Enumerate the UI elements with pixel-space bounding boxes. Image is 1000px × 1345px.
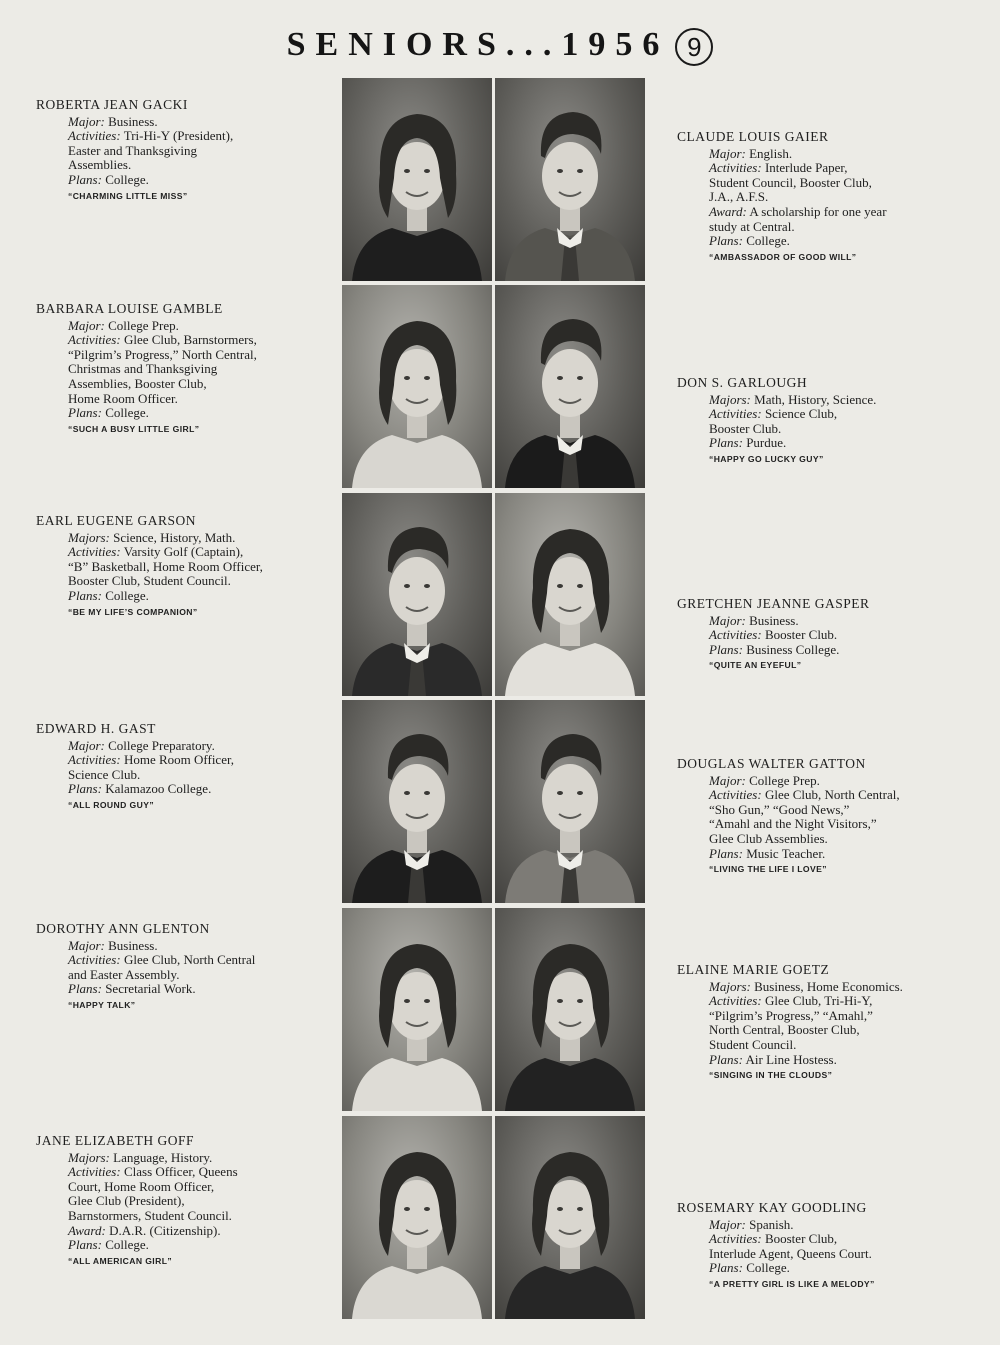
detail-text: Home Room Officer.: [68, 390, 178, 406]
detail-text: College.: [101, 1237, 149, 1253]
senior-name: JANE ELIZABETH GOFF: [36, 1133, 194, 1148]
detail-text: Christmas and Thanksgiving: [68, 361, 218, 377]
detail-line: [677, 422, 977, 437]
detail-label: Activities:: [68, 752, 121, 768]
detail-text: Math, History, Science.: [750, 391, 877, 407]
detail-line: [677, 628, 977, 643]
detail-line: [36, 560, 336, 575]
detail-line: [36, 1165, 336, 1180]
detail-label: Major:: [709, 145, 746, 161]
senior-name: EARL EUGENE GARSON: [36, 513, 196, 528]
detail-label: Plans:: [709, 1051, 743, 1067]
detail-line: [677, 817, 977, 832]
detail-line: [677, 1218, 977, 1233]
senior-entry: [36, 922, 336, 1011]
detail-line: [677, 234, 977, 249]
detail-line: [36, 531, 336, 546]
senior-entry: [36, 1134, 336, 1267]
detail-line: [36, 319, 336, 334]
detail-line: [677, 803, 977, 818]
detail-label: Plans:: [709, 845, 743, 861]
detail-text: Business.: [104, 113, 158, 129]
senior-quote: “SINGING IN THE CLOUDS”: [709, 1070, 833, 1081]
detail-text: Booster Club, Student Council.: [68, 573, 231, 589]
detail-line: [36, 348, 336, 363]
detail-text: Glee Club, Tri-Hi-Y,: [761, 993, 873, 1009]
detail-line: [36, 392, 336, 407]
detail-label: Plans:: [709, 233, 743, 249]
detail-label: Major:: [68, 113, 105, 129]
senior-name: GRETCHEN JEANNE GASPER: [677, 596, 870, 611]
title-text: SENIORS...1956: [286, 26, 670, 63]
senior-entry: [36, 722, 336, 811]
detail-text: North Central, Booster Club,: [709, 1022, 860, 1038]
detail-label: Activities:: [709, 993, 762, 1009]
detail-text: College Preparatory.: [104, 737, 215, 753]
detail-label: Major:: [68, 937, 105, 953]
detail-line: [36, 406, 336, 421]
senior-entry: [677, 376, 977, 465]
detail-label: Activities:: [709, 787, 762, 803]
detail-text: Glee Club, North Central: [120, 952, 256, 968]
senior-quote: “HAPPY GO LUCKY GUY”: [709, 453, 824, 464]
detail-label: Major:: [68, 317, 105, 333]
detail-line: [677, 980, 977, 995]
senior-name: EDWARD H. GAST: [36, 721, 156, 736]
detail-text: Booster Club,: [761, 1231, 838, 1247]
detail-text: College.: [101, 405, 149, 421]
detail-line: [677, 176, 977, 191]
detail-line: [677, 994, 977, 1009]
detail-text: study at Central.: [709, 218, 795, 234]
detail-line: [36, 115, 336, 130]
detail-line: [36, 753, 336, 768]
senior-quote: “ALL ROUND GUY”: [68, 799, 155, 810]
detail-line: [677, 847, 977, 862]
detail-label: Activities:: [709, 1231, 762, 1247]
senior-name: ROBERTA JEAN GACKI: [36, 97, 188, 112]
detail-label: Award:: [709, 203, 747, 219]
senior-quote: “A PRETTY GIRL IS LIKE A MELODY”: [709, 1278, 875, 1289]
detail-label: Activities:: [709, 160, 762, 176]
detail-label: Activities:: [709, 627, 762, 643]
detail-text: Class Officer, Queens: [120, 1164, 238, 1180]
detail-text: Student Council.: [709, 1036, 797, 1052]
senior-entry: [36, 514, 336, 618]
detail-label: Plans:: [68, 781, 102, 797]
detail-label: Major:: [709, 612, 746, 628]
senior-portrait-photo: [495, 700, 645, 903]
detail-line: [36, 173, 336, 188]
detail-text: Business, Home Economics.: [750, 978, 903, 994]
detail-text: Business College.: [742, 641, 840, 657]
detail-line: [677, 393, 977, 408]
senior-quote: “CHARMING LITTLE MISS”: [68, 190, 188, 201]
detail-line: [36, 362, 336, 377]
detail-label: Plans:: [68, 405, 102, 421]
detail-text: Purdue.: [742, 435, 787, 451]
detail-line: [677, 220, 977, 235]
detail-label: Majors:: [68, 529, 110, 545]
senior-entry: [677, 1201, 977, 1290]
senior-quote: “QUITE AN EYEFUL”: [709, 660, 802, 671]
detail-text: Glee Club, Barnstormers,: [120, 332, 257, 348]
senior-portrait-photo: [342, 285, 492, 488]
detail-line: [677, 614, 977, 629]
senior-quote: “BE MY LIFE’S COMPANION”: [68, 606, 198, 617]
senior-entry: [677, 597, 977, 671]
detail-label: Major:: [709, 772, 746, 788]
detail-text: Assemblies.: [68, 157, 132, 173]
detail-text: College.: [742, 1260, 790, 1276]
detail-text: Booster Club.: [709, 420, 782, 436]
senior-portrait-photo: [495, 1116, 645, 1319]
detail-text: Court, Home Room Officer,: [68, 1178, 215, 1194]
detail-text: “Pilgrim’s Progress,” “Amahl,”: [709, 1007, 873, 1023]
detail-text: Business.: [745, 612, 799, 628]
detail-line: [677, 1038, 977, 1053]
senior-portrait-photo: [342, 700, 492, 903]
senior-quote: “ALL AMERICAN GIRL”: [68, 1255, 173, 1266]
detail-text: Booster Club.: [761, 627, 838, 643]
detail-text: College.: [101, 171, 149, 187]
detail-text: College.: [742, 233, 790, 249]
senior-entry: [677, 757, 977, 875]
detail-line: [36, 768, 336, 783]
detail-text: Student Council, Booster Club,: [709, 174, 872, 190]
detail-line: [36, 129, 336, 144]
detail-label: Activities:: [68, 952, 121, 968]
detail-label: Plans:: [68, 981, 102, 997]
detail-line: [677, 774, 977, 789]
detail-text: College.: [101, 587, 149, 603]
senior-portrait-photo: [342, 908, 492, 1111]
detail-line: [36, 939, 336, 954]
detail-label: Activities:: [68, 128, 121, 144]
senior-quote: “HAPPY TALK”: [68, 999, 136, 1010]
detail-line: [36, 545, 336, 560]
senior-portrait-photo: [342, 78, 492, 281]
detail-line: [36, 158, 336, 173]
detail-line: [36, 968, 336, 983]
detail-label: Plans:: [68, 587, 102, 603]
detail-text: Varsity Golf (Captain),: [120, 544, 244, 560]
senior-entry: [677, 130, 977, 263]
detail-text: and Easter Assembly.: [68, 966, 180, 982]
senior-portrait-photo: [495, 285, 645, 488]
senior-portrait-photo: [342, 1116, 492, 1319]
detail-text: Science, History, Math.: [109, 529, 236, 545]
detail-line: [36, 1194, 336, 1209]
detail-text: Secretarial Work.: [101, 981, 196, 997]
detail-line: [36, 574, 336, 589]
detail-text: Barnstormers, Student Council.: [68, 1207, 232, 1223]
senior-quote: “AMBASSADOR OF GOOD WILL”: [709, 251, 857, 262]
detail-line: [36, 782, 336, 797]
detail-text: “Sho Gun,” “Good News,”: [709, 801, 850, 817]
senior-name: DOROTHY ANN GLENTON: [36, 921, 210, 936]
detail-text: Science Club,: [761, 406, 838, 422]
detail-line: [677, 1053, 977, 1068]
senior-portrait-photo: [495, 78, 645, 281]
detail-label: Plans:: [709, 641, 743, 657]
detail-label: Plans:: [709, 435, 743, 451]
detail-text: Easter and Thanksgiving: [68, 142, 198, 158]
detail-line: [36, 953, 336, 968]
detail-label: Majors:: [709, 391, 751, 407]
detail-line: [677, 1261, 977, 1276]
detail-text: Assemblies, Booster Club,: [68, 375, 207, 391]
detail-line: [36, 144, 336, 159]
detail-line: [677, 147, 977, 162]
detail-label: Majors:: [709, 978, 751, 994]
detail-label: Plans:: [68, 171, 102, 187]
senior-quote: “LIVING THE LIFE I LOVE”: [709, 864, 827, 875]
detail-line: [36, 1238, 336, 1253]
detail-line: [677, 190, 977, 205]
detail-line: [677, 407, 977, 422]
detail-line: [36, 333, 336, 348]
detail-label: Major:: [709, 1216, 746, 1232]
senior-entry: [36, 302, 336, 435]
detail-line: [677, 436, 977, 451]
detail-text: Home Room Officer,: [120, 752, 235, 768]
detail-text: English.: [745, 145, 793, 161]
detail-label: Activities:: [68, 544, 121, 560]
detail-label: Plans:: [68, 1237, 102, 1253]
senior-portrait-photo: [495, 908, 645, 1111]
detail-text: Language, History.: [109, 1149, 213, 1165]
detail-label: Plans:: [709, 1260, 743, 1276]
detail-text: College Prep.: [104, 317, 179, 333]
senior-portrait-photo: [495, 493, 645, 696]
detail-text: Spanish.: [745, 1216, 794, 1232]
senior-entry: [677, 963, 977, 1081]
detail-text: J.A., A.F.S.: [709, 189, 769, 205]
detail-line: [36, 982, 336, 997]
detail-line: [677, 1023, 977, 1038]
detail-text: “Pilgrim’s Progress,” North Central,: [68, 346, 257, 362]
senior-name: CLAUDE LOUIS GAIER: [677, 129, 829, 144]
detail-label: Activities:: [68, 1164, 121, 1180]
detail-line: [677, 161, 977, 176]
senior-name: DOUGLAS WALTER GATTON: [677, 756, 866, 771]
detail-label: Award:: [68, 1222, 106, 1238]
detail-label: Activities:: [709, 406, 762, 422]
detail-text: D.A.R. (Citizenship).: [105, 1222, 221, 1238]
detail-line: [677, 832, 977, 847]
detail-line: [677, 788, 977, 803]
detail-line: [677, 1009, 977, 1024]
detail-text: Glee Club, North Central,: [761, 787, 900, 803]
senior-name: BARBARA LOUISE GAMBLE: [36, 301, 223, 316]
detail-text: Glee Club Assemblies.: [709, 830, 828, 846]
detail-text: Interlude Paper,: [761, 160, 848, 176]
detail-text: Music Teacher.: [742, 845, 826, 861]
detail-line: [677, 643, 977, 658]
detail-text: A scholarship for one year: [746, 203, 887, 219]
detail-label: Activities:: [68, 332, 121, 348]
detail-line: [36, 1224, 336, 1239]
detail-line: [36, 739, 336, 754]
detail-line: [677, 1247, 977, 1262]
detail-line: [36, 1151, 336, 1166]
senior-name: ROSEMARY KAY GOODLING: [677, 1200, 867, 1215]
detail-line: [677, 1232, 977, 1247]
detail-text: Business.: [104, 937, 158, 953]
senior-name: DON S. GARLOUGH: [677, 375, 808, 390]
detail-text: Kalamazoo College.: [101, 781, 212, 797]
detail-label: Major:: [68, 737, 105, 753]
detail-line: [36, 589, 336, 604]
detail-text: “B” Basketball, Home Room Officer,: [68, 558, 263, 574]
detail-text: Tri-Hi-Y (President),: [120, 128, 234, 144]
detail-text: Air Line Hostess.: [742, 1051, 837, 1067]
detail-text: Interlude Agent, Queens Court.: [709, 1245, 872, 1261]
detail-text: College Prep.: [745, 772, 820, 788]
detail-label: Majors:: [68, 1149, 110, 1165]
senior-portrait-photo: [342, 493, 492, 696]
page-number-circle: 9: [675, 28, 713, 66]
detail-line: [36, 1209, 336, 1224]
senior-name: ELAINE MARIE GOETZ: [677, 962, 830, 977]
detail-line: [36, 377, 336, 392]
detail-text: Science Club.: [68, 766, 141, 782]
detail-text: “Amahl and the Night Visitors,”: [709, 816, 877, 832]
detail-line: [36, 1180, 336, 1195]
page-title: [0, 26, 1000, 66]
senior-entry: [36, 98, 336, 202]
detail-text: Glee Club (President),: [68, 1193, 185, 1209]
senior-quote: “SUCH A BUSY LITTLE GIRL”: [68, 423, 200, 434]
detail-line: [677, 205, 977, 220]
